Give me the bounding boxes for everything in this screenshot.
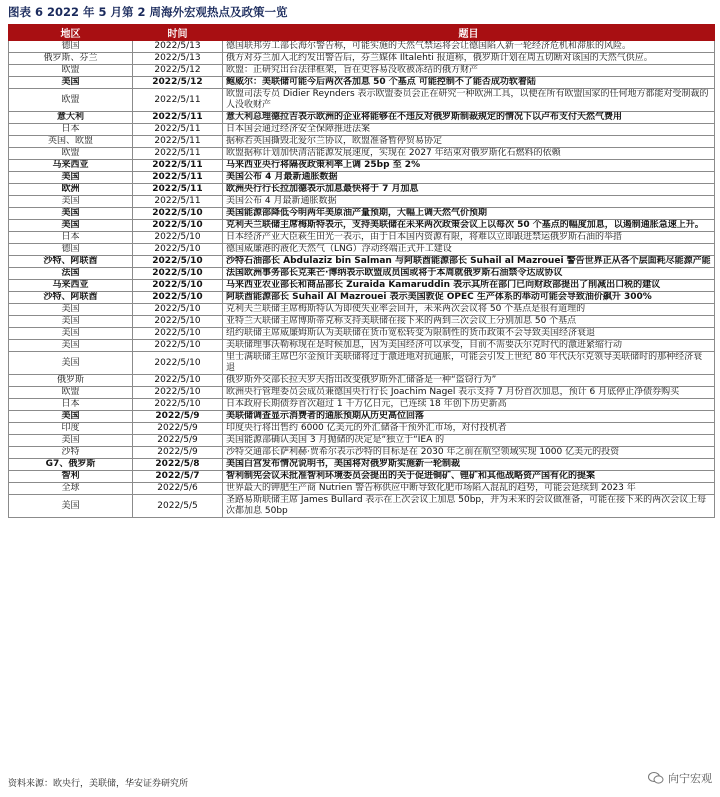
cell-topic: 美国公布 4 月最新通胀数据 — [223, 196, 715, 208]
cell-time: 2022/5/7 — [133, 471, 223, 483]
cell-time: 2022/5/10 — [133, 399, 223, 411]
table-row — [9, 459, 715, 471]
source-note: 资料来源：欧央行，美联储，华安证券研究所 — [8, 779, 189, 789]
table-header-row — [9, 25, 715, 41]
cell-topic: 俄方对芬兰加入北约发出警告后，芬兰媒体 Iltalehti 报道称，俄罗斯计划在周五切断对该国的天然气供应。 — [223, 53, 715, 65]
table-row — [9, 423, 715, 435]
cell-region: 俄罗斯、芬兰 — [9, 53, 133, 65]
cell-topic: 德国威廉港的液化天然气（LNG）浮动终端正式开工建设 — [223, 244, 715, 256]
cell-topic: 沙特石油部长 Abdulaziz bin Salman 与阿联酋能源部长 Suhail al Mazrouei 警告世界正从各个层面耗尽能源产能 — [223, 256, 715, 268]
cell-region: 美国 — [9, 340, 133, 352]
cell-topic: 克利夫兰联储主席梅斯特表示，支持美联储在未来两次政策会议上以每次 50 个基点的幅度加息，以遏制通胀急速上升。 — [223, 220, 715, 232]
watermark — [648, 770, 712, 786]
cell-region: 德国 — [9, 244, 133, 256]
cell-region: 沙特、阿联酋 — [9, 292, 133, 304]
cell-topic: 欧盟：正研究出台法律框架，旨在吏容易没收被冻结的俄方财产 — [223, 65, 715, 77]
cell-topic: 里士满联储主席巴尔金预计美联储将过于激进地对抗通胀，可能会引发上世纪 80 年代沃尔克领导美联储时的那种经济衰退 — [223, 352, 715, 375]
table-row — [9, 244, 715, 256]
cell-topic: 美国能源部降低今明两年美原油产量预期，大幅上调天然气价预期 — [223, 208, 715, 220]
cell-region: 日本 — [9, 232, 133, 244]
cell-time: 2022/5/11 — [133, 136, 223, 148]
cell-time: 2022/5/10 — [133, 352, 223, 375]
cell-time: 2022/5/9 — [133, 435, 223, 447]
cell-time: 2022/5/6 — [133, 483, 223, 495]
cell-region: 日本 — [9, 399, 133, 411]
cell-region: 欧盟 — [9, 387, 133, 399]
cell-topic: 圣路易斯联储主席 James Bullard 表示在上次会议上加息 50bp，并为未来的会议做准备，可能在接下来的两次会议上每次都加息 50bp — [223, 495, 715, 518]
table-row — [9, 112, 715, 124]
table-row — [9, 124, 715, 136]
cell-topic: 日本经济产业大臣萩生田光一表示，由于日本国内资源有限，将难以立即跟进禁运俄罗斯石油的举措 — [223, 232, 715, 244]
cell-region: 法国 — [9, 268, 133, 280]
cell-region: 美国 — [9, 220, 133, 232]
cell-region: 美国 — [9, 352, 133, 375]
cell-region: 俄罗斯 — [9, 375, 133, 387]
table-row — [9, 340, 715, 352]
cell-time: 2022/5/11 — [133, 112, 223, 124]
cell-region: 美国 — [9, 316, 133, 328]
cell-region: 欧盟 — [9, 65, 133, 77]
cell-topic: 欧盟据称计划加快清洁能源发展速度，实现在 2027 年结束对俄罗斯化石燃料的依赖 — [223, 148, 715, 160]
cell-region: 美国 — [9, 304, 133, 316]
cell-time: 2022/5/5 — [133, 495, 223, 518]
cell-time: 2022/5/9 — [133, 411, 223, 423]
table-row — [9, 184, 715, 196]
cell-time: 2022/5/10 — [133, 316, 223, 328]
cell-topic: 日本国会通过经济安全保障推进法案 — [223, 124, 715, 136]
cell-topic: 沙特交通部长萨利赫·贾希尔表示沙特的目标是在 2030 年之前在航空领域实现 1000 亿美元的投资 — [223, 447, 715, 459]
cell-region: 全球 — [9, 483, 133, 495]
cell-region: 沙特 — [9, 447, 133, 459]
cell-time: 2022/5/10 — [133, 387, 223, 399]
cell-time: 2022/5/10 — [133, 256, 223, 268]
cell-time: 2022/5/11 — [133, 172, 223, 184]
cell-time: 2022/5/11 — [133, 124, 223, 136]
table-row — [9, 495, 715, 518]
cell-region: 德国 — [9, 41, 133, 53]
cell-topic: 欧盟司法专员 Didier Reynders 表示欧盟委员会正在研究一种欧洲工具，以便在所有欧盟国家的任何地方都能对受制裁的人没收财产 — [223, 89, 715, 112]
cell-topic: 克利夫兰联储主席梅斯特认为即使失业率会回升，未来两次会议将 50 个基点是很有道理的 — [223, 304, 715, 316]
cell-time: 2022/5/10 — [133, 268, 223, 280]
cell-time: 2022/5/8 — [133, 459, 223, 471]
cell-time: 2022/5/12 — [133, 77, 223, 89]
cell-time: 2022/5/10 — [133, 292, 223, 304]
cell-topic: 欧洲央行行长拉加德表示加息最快将于 7 月加息 — [223, 184, 715, 196]
cell-time: 2022/5/10 — [133, 328, 223, 340]
cell-region: 马来西亚 — [9, 280, 133, 292]
cell-region: 智利 — [9, 471, 133, 483]
table-row — [9, 53, 715, 65]
header-time: 时间 — [133, 25, 223, 41]
table-row — [9, 411, 715, 423]
table-row — [9, 375, 715, 387]
table-row — [9, 89, 715, 112]
header-region: 地区 — [9, 25, 133, 41]
cell-time: 2022/5/11 — [133, 184, 223, 196]
cell-topic: 印度央行将出售约 6000 亿美元的外汇储备干预外汇市场，对付投机者 — [223, 423, 715, 435]
cell-time: 2022/5/12 — [133, 65, 223, 77]
cell-topic: 美国能源部确认美国 3 月抛储的决定是“独立于“IEA 的 — [223, 435, 715, 447]
cell-topic: 美联储调查显示消费者的通胀预期从历史高位回落 — [223, 411, 715, 423]
cell-topic: 亚特兰大联储主席博斯蒂克称支持美联储在接下来的两到三次会议上分别加息 50 个基点 — [223, 316, 715, 328]
cell-region: 马来西亚 — [9, 160, 133, 172]
cell-region: 美国 — [9, 435, 133, 447]
cell-topic: 智利制宪会议未批准智利环境委员会提出的关于促进铜矿、锂矿和其他战略资产国有化的提案 — [223, 471, 715, 483]
cell-region: 欧洲 — [9, 184, 133, 196]
wechat-icon — [648, 771, 664, 785]
cell-region: 欧盟 — [9, 148, 133, 160]
cell-topic: 美国白宫发布情况说明书，美国将对俄罗斯实施新一轮制裁 — [223, 459, 715, 471]
table-row — [9, 256, 715, 268]
cell-region: 美国 — [9, 495, 133, 518]
cell-topic: 欧洲央行管理委员会成员兼德国央行行长 Joachim Nagel 表示支持 7 月份首次加息，预计 6 月底停止净债券购买 — [223, 387, 715, 399]
table-row — [9, 172, 715, 184]
cell-time: 2022/5/13 — [133, 41, 223, 53]
table-row — [9, 160, 715, 172]
table-row — [9, 148, 715, 160]
cell-region: 美国 — [9, 196, 133, 208]
cell-time: 2022/5/10 — [133, 232, 223, 244]
cell-region: 美国 — [9, 172, 133, 184]
cell-topic: 鲍威尔：美联储可能今后两次各加息 50 个基点 可能控制不了能否成功软着陆 — [223, 77, 715, 89]
table-row — [9, 232, 715, 244]
cell-topic: 阿联酋能源部长 Suhail Al Mazrouei 表示美国敦促 OPEC 生产体系的举动可能会导致油价飙升 300% — [223, 292, 715, 304]
table-row — [9, 387, 715, 399]
cell-time: 2022/5/10 — [133, 280, 223, 292]
cell-topic: 法国欧洲事务部长克莱芒·博纳表示欧盟成员国或将于本周就俄罗斯石油禁令达成协议 — [223, 268, 715, 280]
cell-topic: 美联储理事沃勒称现在是时候加息，因为美国经济可以承受，目前不需要沃尔克时代的激进紧缩行动 — [223, 340, 715, 352]
cell-time: 2022/5/10 — [133, 304, 223, 316]
cell-region: 日本 — [9, 124, 133, 136]
table-row — [9, 447, 715, 459]
cell-time: 2022/5/9 — [133, 423, 223, 435]
cell-region: 美国 — [9, 77, 133, 89]
cell-region: 印度 — [9, 423, 133, 435]
cell-region: 美国 — [9, 411, 133, 423]
cell-time: 2022/5/10 — [133, 220, 223, 232]
cell-time: 2022/5/13 — [133, 53, 223, 65]
table-caption: 图表 6 2022 年 5 月第 2 周海外宏观热点及政策一览 — [8, 5, 288, 19]
cell-topic: 世界最大的钾肥生产商 Nutrien 警告称供应中断导致化肥市场陷入混乱的趋势，可能会延续到 2023 年 — [223, 483, 715, 495]
cell-time: 2022/5/10 — [133, 244, 223, 256]
table-row — [9, 352, 715, 375]
cell-topic: 据称若英国撕毁北爱尔兰协议，欧盟准备暂停贸易协定 — [223, 136, 715, 148]
table-row — [9, 483, 715, 495]
cell-time: 2022/5/11 — [133, 148, 223, 160]
table-row — [9, 220, 715, 232]
watermark-text: 向宁宏观 — [668, 772, 712, 785]
policy-table — [8, 24, 715, 518]
cell-region: 英国、欧盟 — [9, 136, 133, 148]
cell-topic: 德国联邦劳工部长海尔警告称，可能实施的天然气禁运将会让德国陷入新一轮经济危机和滞胀的风险。 — [223, 41, 715, 53]
table-row — [9, 435, 715, 447]
cell-region: 美国 — [9, 328, 133, 340]
cell-time: 2022/5/11 — [133, 89, 223, 112]
cell-region: 意大利 — [9, 112, 133, 124]
cell-time: 2022/5/10 — [133, 375, 223, 387]
cell-region: G7、俄罗斯 — [9, 459, 133, 471]
table-row — [9, 208, 715, 220]
table-row — [9, 65, 715, 77]
cell-region: 美国 — [9, 208, 133, 220]
table-row — [9, 316, 715, 328]
cell-topic: 意大利总理德拉吉表示欧洲的企业将能够在不违反对俄罗斯制裁规定的情况下以卢布支付天然气费用 — [223, 112, 715, 124]
table-row — [9, 304, 715, 316]
cell-topic: 日本政府长期债券首次超过 1 千万亿日元，已连续 18 年创下历史新高 — [223, 399, 715, 411]
table-row — [9, 41, 715, 53]
cell-topic: 俄罗斯外交部长拉夫罗夫指出改变俄罗斯外汇储备是一种“盗窃行为” — [223, 375, 715, 387]
table-row — [9, 77, 715, 89]
table-row — [9, 292, 715, 304]
cell-topic: 纽约联储主席威廉姆斯认为美联储在货币宽松转变为限制性的货币政策不会导致美国经济衰退 — [223, 328, 715, 340]
table-row — [9, 399, 715, 411]
cell-topic: 马来西亚央行将隔夜政策利率上调 25bp 至 2% — [223, 160, 715, 172]
table-row — [9, 136, 715, 148]
cell-time: 2022/5/11 — [133, 160, 223, 172]
table-body — [9, 41, 715, 518]
table-row — [9, 268, 715, 280]
header-topic: 题目 — [223, 25, 715, 41]
cell-time: 2022/5/9 — [133, 447, 223, 459]
table-row — [9, 471, 715, 483]
cell-time: 2022/5/10 — [133, 208, 223, 220]
cell-region: 沙特、阿联酋 — [9, 256, 133, 268]
cell-time: 2022/5/11 — [133, 196, 223, 208]
table-row — [9, 328, 715, 340]
cell-region: 欧盟 — [9, 89, 133, 112]
cell-topic: 马来西亚农业部长和商品部长 Zuraida Kamaruddin 表示其所在部门已向财政部提出了削减出口税的建议 — [223, 280, 715, 292]
table-row — [9, 280, 715, 292]
cell-topic: 美国公布 4 月最新通胀数据 — [223, 172, 715, 184]
table-row — [9, 196, 715, 208]
cell-time: 2022/5/10 — [133, 340, 223, 352]
